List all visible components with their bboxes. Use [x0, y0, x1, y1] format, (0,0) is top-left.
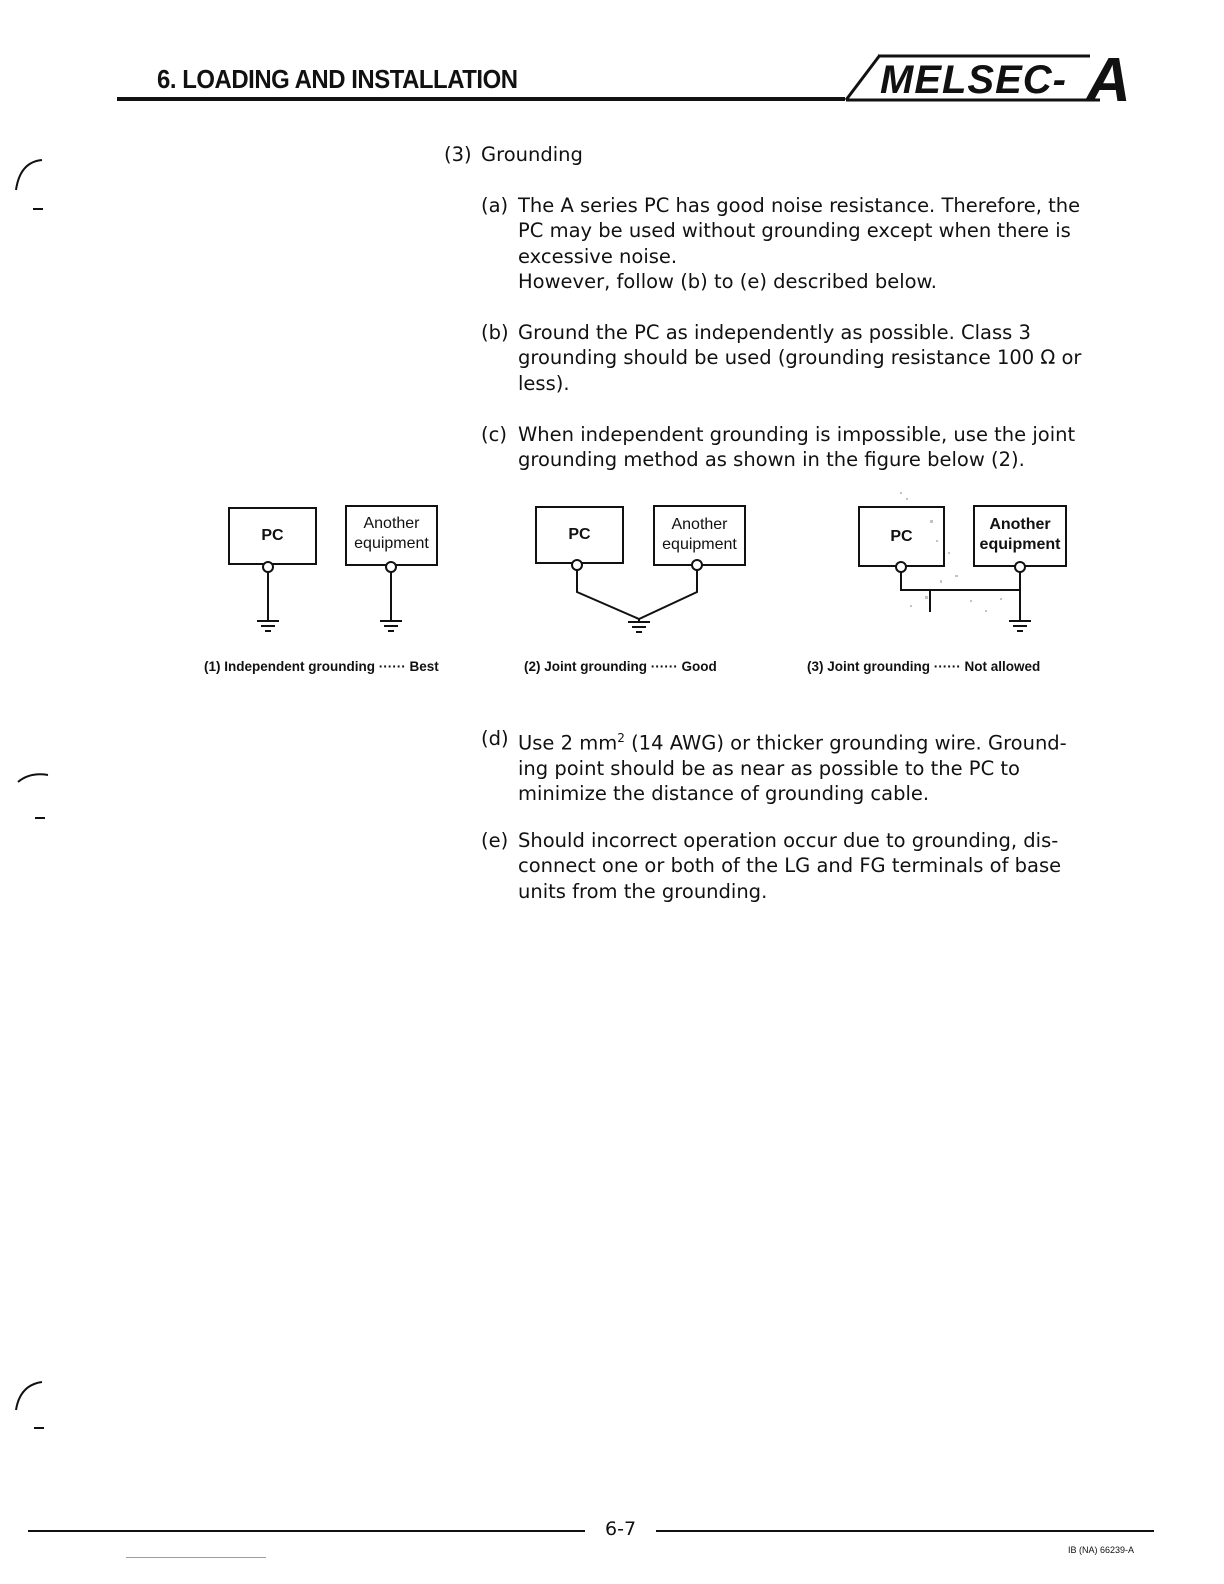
item-d-superscript: 2: [617, 731, 625, 745]
fig2-caption: (2) Joint grounding ······ Good: [524, 659, 717, 674]
fig3-pc-label: PC: [890, 528, 913, 545]
section-title: Grounding: [481, 143, 583, 166]
item-a-line: PC may be used without grounding except when there is: [518, 219, 1071, 243]
item-d-suffix: (14 AWG) or thicker grounding wire. Ground-: [624, 731, 1067, 755]
item-e-line: Should incorrect operation occur due to grounding, dis-: [518, 829, 1059, 852]
item-b-marker: (b): [481, 321, 509, 344]
item-e-line: connect one or both of the LG and FG terminals of base: [518, 854, 1062, 878]
fig1-caption: (1) Independent grounding ······ Best: [204, 659, 439, 674]
item-c-marker: (c): [481, 423, 507, 446]
item-e-line: units from the grounding.: [518, 879, 768, 903]
scan-artifact-line: [126, 1557, 266, 1558]
fig3-another-line1: Another: [989, 516, 1051, 533]
fig1-another-line2: equipment: [354, 535, 429, 552]
item-b-line: less).: [518, 371, 570, 395]
item-a-line: excessive noise.: [518, 244, 678, 268]
item-d-line: minimize the distance of grounding cable.: [518, 782, 930, 806]
item-b-line: grounding should be used (grounding resistance 100 Ω or: [518, 346, 1082, 370]
page-number: 6-7: [605, 1518, 637, 1540]
fig2-pc-label: PC: [568, 526, 591, 543]
item-e-marker: (e): [481, 829, 509, 852]
fig1-another-line1: Another: [363, 515, 420, 532]
brand-logo-letter: A: [1086, 46, 1131, 115]
fig2-another-line1: Another: [671, 516, 728, 533]
item-a-line: The A series PC has good noise resistance. Therefore, the: [518, 194, 1081, 217]
item-d-line: ing point should be as near as possible to the PC to: [518, 756, 1020, 780]
brand-logo-text: MELSEC-: [880, 58, 1067, 102]
item-b-line: Ground the PC as independently as possible. Class 3: [518, 321, 1031, 344]
section-header-title: 6. LOADING AND INSTALLATION: [157, 64, 518, 94]
item-d-prefix: Use 2 mm: [518, 731, 618, 755]
fig1-pc-label: PC: [261, 527, 284, 544]
footer-rule-left: [28, 1530, 585, 1532]
item-a-marker: (a): [481, 194, 509, 217]
fig3-caption: (3) Joint grounding ······ Not allowed: [807, 659, 1041, 674]
item-d-marker: (d): [481, 727, 509, 750]
item-c-line: grounding method as shown in the figure below (2).: [518, 448, 1025, 472]
item-a-line: However, follow (b) to (e) described below.: [518, 270, 937, 294]
footer-rule-right: [656, 1530, 1154, 1532]
fig2-another-line2: equipment: [662, 536, 737, 553]
document-code: IB (NA) 66239-A: [1068, 1545, 1135, 1555]
section-number: (3): [444, 143, 472, 166]
fig3-another-line2: equipment: [979, 536, 1061, 553]
item-c-line: When independent grounding is impossible, use the joint: [518, 423, 1076, 446]
